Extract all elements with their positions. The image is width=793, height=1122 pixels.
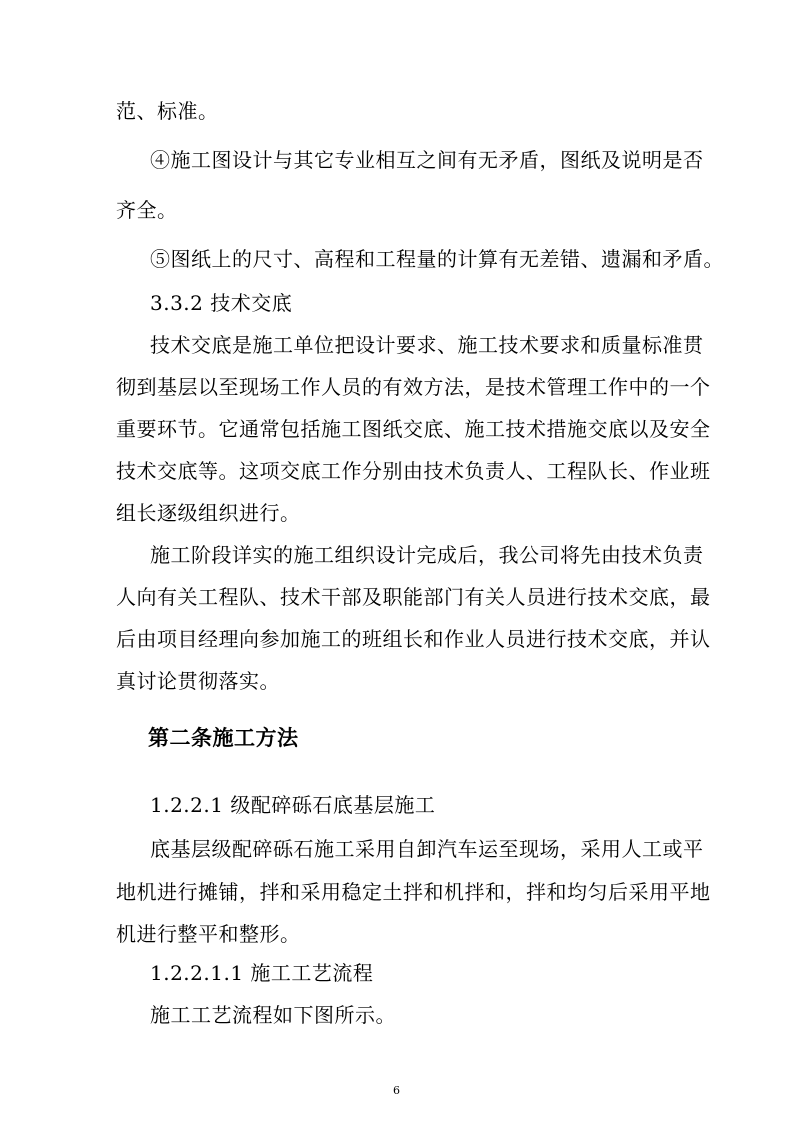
paragraph-line: 范、标准。 [116, 99, 219, 123]
paragraph-line: 机进行整平和整形。 [116, 922, 301, 946]
paragraph-line: 底基层级配碎砾石施工采用自卸汽车运至现场，采用人工或平 [150, 837, 704, 861]
paragraph-line: 组长逐级组织进行。 [116, 501, 301, 525]
paragraph-line: 施工阶段详实的施工组织设计完成后，我公司将先由技术负责 [150, 543, 704, 567]
paragraph-line: 技术交底是施工单位把设计要求、施工技术要求和质量标准贯 [150, 333, 704, 357]
section-heading: 第二条施工方法 [148, 726, 299, 750]
paragraph-line: 人向有关工程队、技术干部及职能部门有关人员进行技术交底，最 [116, 585, 711, 609]
paragraph-line: ④施工图设计与其它专业相互之间有无矛盾，图纸及说明是否 [150, 148, 704, 172]
paragraph-line: 后由项目经理向参加施工的班组长和作业人员进行技术交底，并认 [116, 627, 711, 651]
subsection-title: 3.3.2 技术交底 [150, 291, 293, 315]
paragraph-line: 重要环节。它通常包括施工图纸交底、施工技术措施交底以及安全 [116, 417, 711, 441]
paragraph-line: 地机进行摊铺，拌和采用稳定土拌和机拌和，拌和均匀后采用平地 [116, 880, 711, 904]
paragraph-line: 齐全。 [116, 198, 178, 222]
paragraph-line: ⑤图纸上的尺寸、高程和工程量的计算有无差错、遗漏和矛盾。 [150, 247, 724, 271]
subsection-title: 1.2.2.1.1 施工工艺流程 [150, 961, 374, 985]
subsection-title: 1.2.2.1 级配碎砾石底基层施工 [150, 793, 436, 817]
paragraph-line: 真讨论贯彻落实。 [116, 669, 280, 693]
paragraph-line: 彻到基层以至现场工作人员的有效方法，是技术管理工作中的一个 [116, 375, 711, 399]
paragraph-line: 技术交底等。这项交底工作分别由技术负责人、工程队长、作业班 [116, 459, 711, 483]
page-number: 6 [393, 1084, 400, 1097]
paragraph-line: 施工工艺流程如下图所示。 [150, 1003, 396, 1027]
